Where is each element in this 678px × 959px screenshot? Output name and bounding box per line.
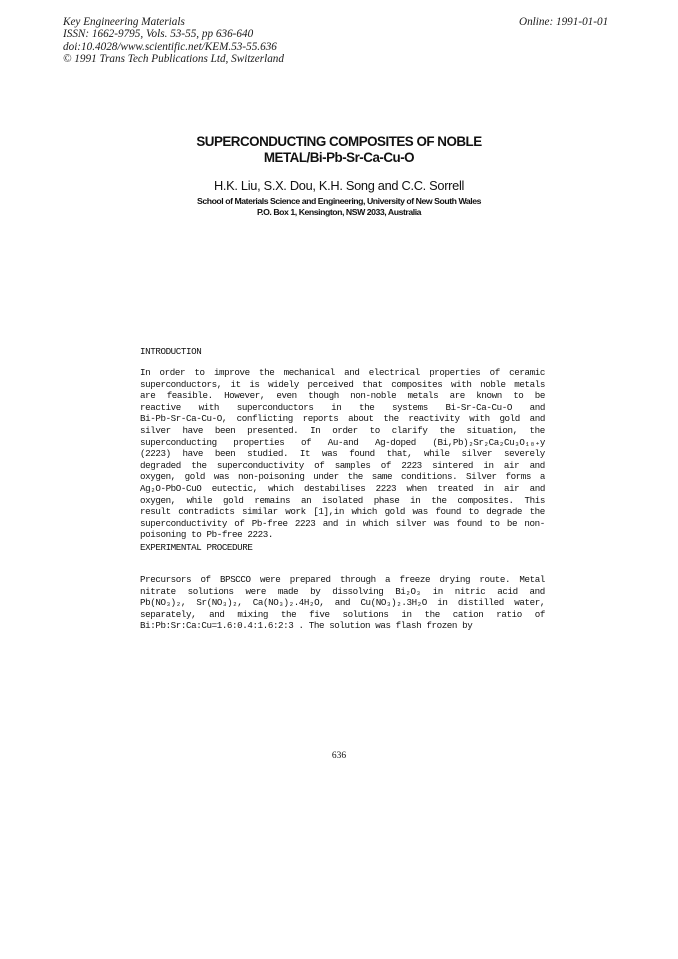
text-line: superconductivity of Pb-free 2223 and in which silver was found to be non- (140, 517, 545, 529)
text-line: silver have been presented. In order to clarify the situation, the (140, 424, 545, 436)
text-line: nitrate solutions were made by dissolving Bi₂O₃ in nitric acid and (140, 585, 545, 597)
online-date: Online: 1991-01-01 (519, 16, 609, 28)
doi-line: doi:10.4028/www.scientific.net/KEM.53-55.636 (63, 40, 277, 53)
text-line: Bi:Pb:Sr:Ca:Cu=1.6:0.4:1.6:2:3 . The solution was flash frozen by (140, 620, 473, 632)
title-line-2: METAL/Bi-Pb-Sr-Ca-Cu-O (263, 149, 415, 165)
text-line: Pb(NO₃)₂, Sr(NO₃)₂, Ca(NO₃)₂.4H₂O, and Cu(NO₃)₂.3H₂O in distilled water, (140, 597, 545, 609)
text-line: degraded the superconductivity of samples of 2223 sintered in air and (140, 459, 545, 471)
journal-citation (63, 16, 284, 66)
text-line: In order to improve the mechanical and electrical properties of ceramic (140, 367, 545, 378)
journal-name: Key Engineering Materials (63, 16, 185, 28)
paper-title (0, 134, 678, 165)
text-line: are feasible. However, even though non-noble metals are known to be (140, 390, 545, 402)
introduction-paragraph (140, 367, 545, 541)
copyright-line: © 1991 Trans Tech Publications Ltd, Switzerland (63, 53, 284, 66)
text-line: poisoning to Pb-free 2223. (140, 529, 273, 541)
text-line: oxygen, while gold remains an isolated phase in the composites. This (140, 494, 545, 506)
text-line: Precursors of BPSCCO were prepared through a freeze drying route. Metal (140, 574, 545, 585)
affiliation-line-1: School of Materials Science and Engineering, University of New South Wales (196, 196, 482, 206)
issn-line: ISSN: 1662-9795, Vols. 53-55, pp 636-640 (63, 28, 254, 41)
text-line: superconducting properties of Au-and Ag-doped (Bi,Pb)₂Sr₂Ca₂Cu₃O₁₀₊y (140, 436, 545, 448)
text-line: Ag₂O-PbO-CuO eutectic, which destabilises 2223 when treated in air and (140, 482, 545, 494)
text-line: oxygen, gold was non-poisoning under the same conditions. Silver forms a (140, 471, 545, 483)
title-line-1: SUPERCONDUCTING COMPOSITES OF NOBLE (196, 134, 482, 149)
affiliation (0, 196, 678, 219)
section-heading-introduction: INTRODUCTION (140, 346, 202, 357)
text-line: Bi-Pb-Sr-Ca-Cu-O, conflicting reports about the reactivity with gold and (140, 413, 545, 425)
text-line: reactive with superconductors in the systems Bi-Sr-Ca-Cu-O and (140, 401, 545, 413)
section-heading-experimental: EXPERIMENTAL PROCEDURE (140, 542, 253, 553)
text-line: (2223) have been studied. It was found that, while silver severely (140, 448, 545, 460)
text-line: result contradicts similar work [1],in which gold was found to degrade the (140, 506, 545, 518)
experimental-paragraph (140, 574, 545, 632)
text-line: superconductors, it is widely perceived that composites with noble metals (140, 378, 545, 390)
text-line: separately, and mixing the five solutions in the cation ratio of (140, 608, 545, 620)
page-number: 636 (331, 751, 347, 761)
affiliation-line-2: P.O. Box 1, Kensington, NSW 2033, Australia (256, 207, 422, 218)
authors: H.K. Liu, S.X. Dou, K.H. Song and C.C. Sorrell (213, 178, 465, 193)
